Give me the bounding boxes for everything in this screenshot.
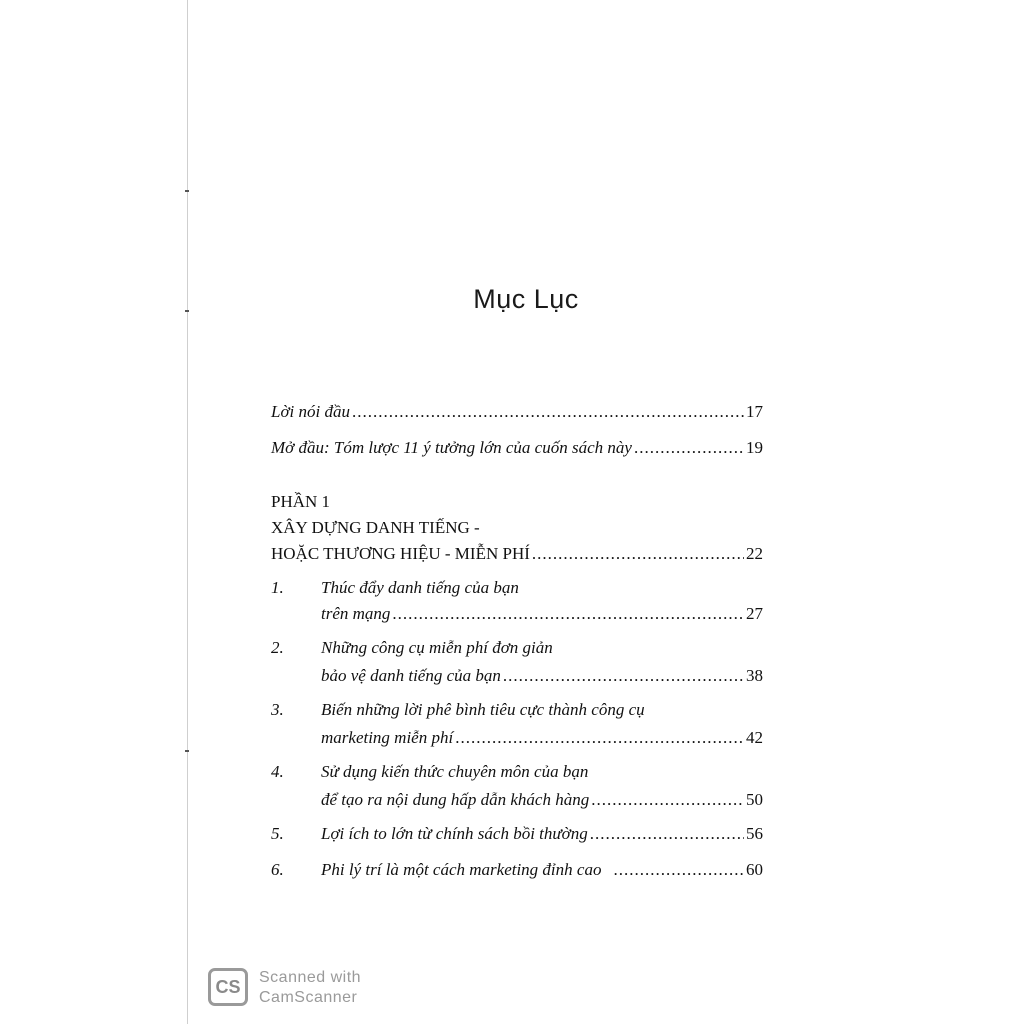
page-binding-edge [187, 0, 188, 1024]
edge-mark [185, 750, 189, 752]
dot-leader [455, 728, 744, 748]
dot-leader [613, 860, 744, 880]
toc-entry-label: Lời nói đầu [271, 402, 350, 421]
chapter-title-cont: marketing miễn phí [321, 728, 454, 747]
chapter-2-line1 [271, 638, 553, 658]
toc-entry-page: 60 [746, 860, 763, 879]
chapter-title-cont: bảo vệ danh tiếng của bạn [321, 666, 501, 685]
chapter-number: 3. [271, 700, 284, 719]
part-heading: PHẦN 1 [271, 492, 331, 511]
dot-leader [532, 544, 744, 564]
chapter-1-line1 [271, 578, 519, 598]
chapter-title-cont: trên mạng [321, 604, 391, 623]
chapter-number: 6. [271, 860, 284, 879]
toc-entry-page: 56 [746, 824, 763, 843]
part-title-line1: XÂY DỰNG DANH TIẾNG - [271, 518, 480, 537]
toc-entry-page: 38 [746, 666, 763, 685]
toc-entry-page: 17 [746, 402, 763, 421]
dot-leader [503, 666, 744, 686]
watermark-line2: CamScanner [259, 989, 358, 1006]
toc-entry-preface[interactable] [271, 402, 763, 422]
toc-entry-part-1[interactable] [271, 544, 763, 564]
toc-entry-label: Mở đầu: Tóm lược 11 ý tưởng lớn của cuốn sách này [271, 438, 632, 457]
toc-entry-introduction[interactable] [271, 438, 763, 458]
toc-entry-page: 22 [746, 544, 763, 563]
chapter-label [271, 824, 588, 844]
edge-mark [185, 190, 189, 192]
chapter-title-cont: để tạo ra nội dung hấp dẫn khách hàng [321, 790, 590, 809]
chapter-title: Những công cụ miễn phí đơn giản [321, 638, 553, 657]
toc-entry-chapter-4[interactable] [321, 790, 763, 810]
dot-leader [392, 604, 744, 624]
toc-entry-chapter-1[interactable] [321, 604, 763, 624]
toc-entry-chapter-3[interactable] [321, 728, 763, 748]
camscanner-watermark [259, 968, 361, 1008]
chapter-title: Thúc đẩy danh tiếng của bạn [321, 578, 519, 597]
watermark-line1: Scanned with [259, 969, 362, 986]
dot-leader [591, 790, 744, 810]
toc-entry-page: 19 [746, 438, 763, 457]
toc-entry-chapter-5[interactable] [271, 824, 763, 844]
chapter-title: Lợi ích to lớn từ chính sách bồi thường [321, 824, 588, 843]
camscanner-logo-icon: CS [208, 968, 248, 1006]
toc-entry-page: 27 [746, 604, 763, 623]
chapter-4-line1 [271, 762, 588, 782]
toc-entry-chapter-2[interactable] [321, 666, 763, 686]
dot-leader [352, 402, 744, 422]
chapter-number: 2. [271, 638, 284, 657]
dot-leader [590, 824, 744, 844]
chapter-3-line1 [271, 700, 645, 720]
toc-entry-chapter-6[interactable] [271, 860, 763, 880]
chapter-number: 5. [271, 824, 284, 843]
toc-entry-page: 42 [746, 728, 763, 747]
chapter-number: 4. [271, 762, 284, 781]
dot-leader [634, 438, 744, 458]
page-title: Mục Lục [473, 284, 579, 314]
chapter-title: Phi lý trí là một cách marketing đỉnh cao [321, 860, 602, 879]
chapter-title: Biến những lời phê bình tiêu cực thành công cụ [321, 700, 645, 719]
chapter-number: 1. [271, 578, 284, 597]
chapter-title: Sử dụng kiến thức chuyên môn của bạn [321, 762, 589, 781]
chapter-label [271, 860, 601, 880]
part-title-line2: HOẶC THƯƠNG HIỆU - MIỄN PHÍ [271, 544, 530, 563]
toc-entry-page: 50 [746, 790, 763, 809]
